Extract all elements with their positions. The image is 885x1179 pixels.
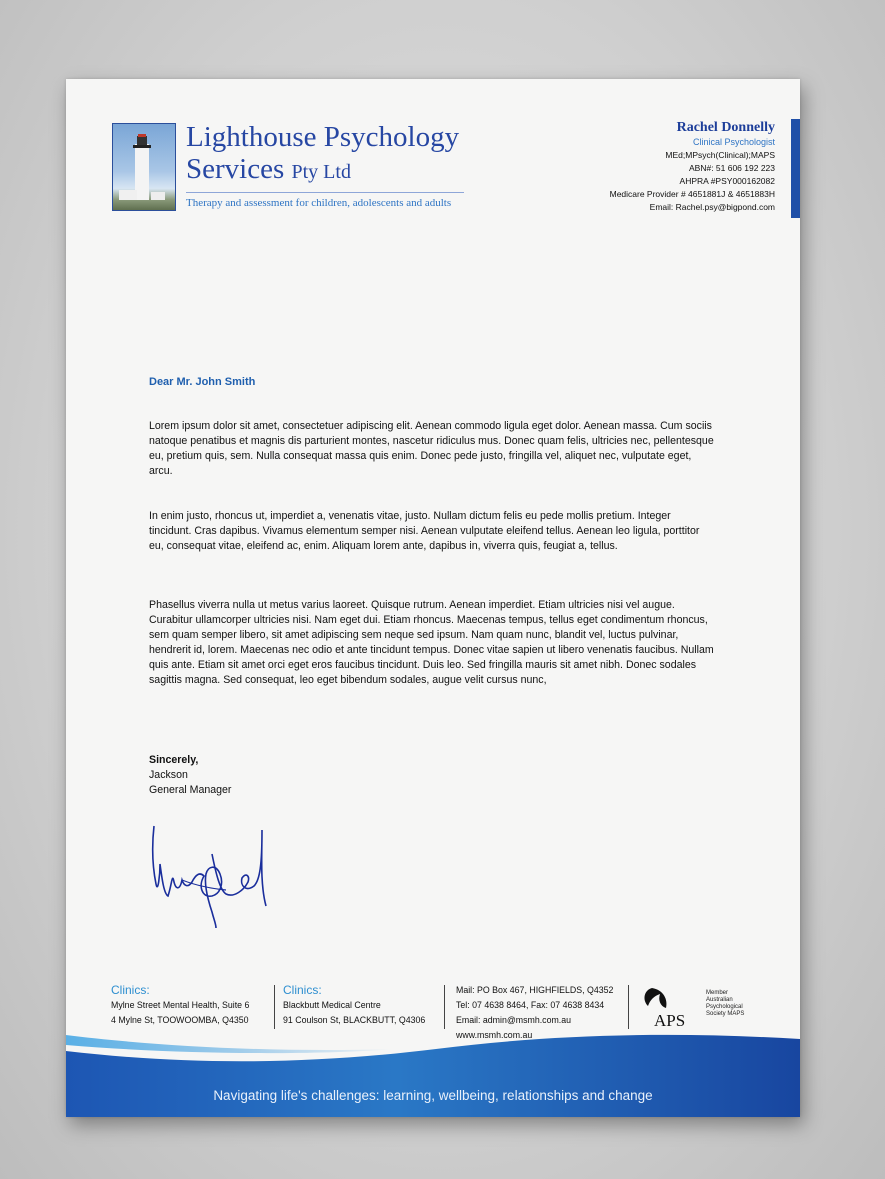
company-name-line1: Lighthouse Psychology — [186, 121, 460, 153]
closing-block — [149, 753, 231, 798]
clinic-1-line1: Mylne Street Mental Health, Suite 6 — [111, 1000, 250, 1010]
lighthouse-logo-image — [112, 123, 176, 211]
aps-line1: Australian — [706, 997, 733, 1003]
contact-ahpra: AHPRA #PSY000162082 — [679, 176, 775, 186]
clinic-1-line2: 4 Mylne St, TOOWOOMBA, Q4350 — [111, 1015, 249, 1025]
footer-clinic-1 — [111, 983, 249, 1028]
body-paragraph-2: In enim justo, rhoncus ut, imperdiet a, venenatis vitae, justo. Nullam dictum felis eu pede mollis pretium. Integer tincidunt. Cras dapibus. Vivamus elementum semper nisi. Aenean vulputate eleifend tellus. Aenean leo ligula, porttitor eu, consequat vitae, eleifend ac, enim. Aliquam lorem ante, dapibus in, viverra quis, feugiat a, tellus. — [149, 510, 700, 552]
signer-title: General Manager — [149, 784, 232, 796]
footer-clinic-2 — [283, 983, 425, 1028]
body-paragraph-1: Lorem ipsum dolor sit amet, consectetuer adipiscing elit. Aenean commodo ligula eget dolor. Aenean massa. Cum sociis natoque penatibus et magnis dis parturient montes, nascetur ridiculus mus. Donec quam felis, ultricies nec, pellentesque eu, pretium quis, sem. Nulla consequat massa quis enim. Donec pede justo, fringilla vel, aliquet nec, vulputate eget, arcu. — [149, 420, 714, 477]
handwritten-signature — [146, 824, 276, 929]
company-name — [186, 121, 459, 188]
clinic-2-line1: Blackbutt Medical Centre — [283, 1000, 381, 1010]
body-paragraph-3: Phasellus viverra nulla ut metus varius laoreet. Quisque rutrum. Aenean imperdiet. Etiam ultricies nisi vel augue. Curabitur ullamcorper ultricies nisi. Nam eget dui. Etiam rhoncus. Maecenas tempus, tellus eget condimentum rhoncus, sem quam semper libero, sit amet adipiscing sem neque sed ipsum. Nam quam nunc, blandit vel, luctus pulvinar, hendrerit id, lorem. Maecenas nec odio et ante tincidunt tempus. Donec vitae sapien ut libero venenatis faucibus. Nullam quis ante. Etiam sit amet orci eget eros faucibus tincidunt. Duis leo. Sed fringilla mauris sit amet nibh. Donec sodales sagittis magna. Sed consequat, leo eget bibendum sodales, augue velit cursus nunc, — [149, 599, 714, 686]
letterhead-page — [66, 79, 800, 1117]
contact-block — [610, 119, 775, 214]
salutation: Dear Mr. John Smith — [149, 376, 256, 388]
logo-divider — [186, 192, 464, 193]
header-accent-bar — [791, 119, 800, 218]
signer-name: Jackson — [149, 769, 188, 781]
closing-word: Sincerely, — [149, 754, 199, 766]
footer-email: Email: admin@msmh.com.au — [456, 1015, 572, 1025]
contact-title: Clinical Psychologist — [692, 137, 775, 147]
aps-line2: Psychological — [706, 1004, 743, 1010]
footer-mail: Mail: PO Box 467, HIGHFIELDS, Q4352 — [456, 985, 614, 995]
clinic-2-heading: Clinics: — [283, 983, 322, 997]
aps-leaf-icon — [645, 988, 667, 1008]
contact-qualifications: MEd;MPsych(Clinical);MAPS — [665, 150, 775, 160]
aps-member: Member — [706, 990, 729, 996]
aps-line3: Society MAPS — [706, 1011, 745, 1017]
lighthouse-icon — [113, 124, 175, 210]
clinic-2-line2: 91 Coulson St, BLACKBUTT, Q4306 — [283, 1015, 426, 1025]
clinic-1-heading: Clinics: — [111, 983, 150, 997]
footer-phone: Tel: 07 4638 8464, Fax: 07 4638 8434 — [456, 1000, 605, 1010]
aps-member-text — [706, 990, 744, 1018]
contact-name: Rachel Donnelly — [676, 120, 775, 135]
contact-email: Email: Rachel.psy@bigpond.com — [649, 202, 775, 212]
contact-medicare: Medicare Provider # 4651881J & 4651883H — [609, 189, 775, 199]
aps-logo — [640, 984, 700, 1028]
company-name-line2: Services — [186, 153, 285, 185]
contact-abn: ABN#: 51 606 192 223 — [688, 163, 775, 173]
footer-slogan: Navigating life's challenges: learning, wellbeing, relationships and change — [213, 1088, 653, 1103]
aps-mark: APS — [654, 1011, 686, 1028]
company-suffix: Pty Ltd — [291, 161, 351, 183]
footer-web: www.msmh.com.au — [456, 1030, 533, 1040]
company-tagline: Therapy and assessment for children, adolescents and adults — [186, 197, 452, 209]
